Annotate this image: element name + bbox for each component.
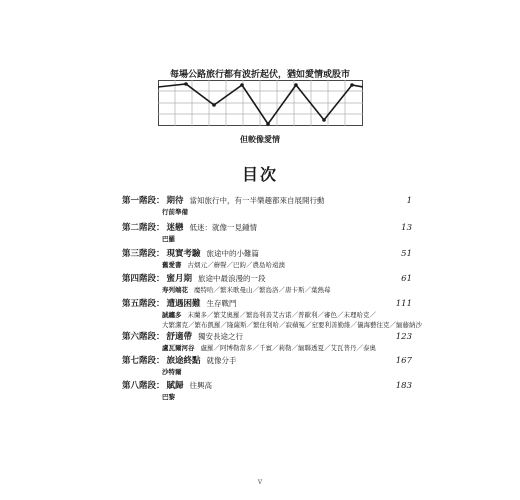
stage-sub-title: 誠纏多 [162, 311, 182, 319]
stage-description: 旅途中最浪漫的一段 [198, 274, 266, 283]
stage-sub-places: 魔特哈／繁米歌曼山／繁島洛／唐卡斯／葉熱莓 [194, 286, 331, 294]
stage-label: 第四階段： [122, 274, 165, 284]
stage-theme: 蜜月期 [166, 274, 193, 284]
stage-theme: 旅途終點 [166, 356, 201, 366]
stage-description: 當知旅行中，有一半樂趣都來自展開行動 [189, 196, 325, 205]
stage-label: 第八階段： [122, 381, 165, 391]
mood-line-figure [158, 80, 363, 126]
stage-label: 第七階段： [122, 356, 165, 366]
stage-label: 第一階段： [122, 196, 165, 206]
stage-description: 就像分手 [206, 356, 237, 365]
stage-theme: 期待 [166, 196, 184, 206]
toc-entry-8[interactable] [122, 380, 412, 402]
footer-caption: 但較像愛情 [240, 134, 280, 144]
stage-description: 獨安長途之行 [198, 332, 244, 341]
page-number: 1 [406, 196, 412, 206]
stage-sub-places: 盧羅／阿博勒當多／千賓／莉勒／緬聯透夏／艾瓦普丹／泰奧 [200, 344, 376, 352]
toc-entry-5[interactable] [122, 298, 422, 330]
stage-sub-title: 巴羅 [162, 235, 175, 243]
toc-entry-4[interactable] [122, 273, 412, 295]
page-number: 61 [401, 274, 412, 284]
stage-description: 往興高 [189, 381, 213, 390]
stage-sub-places: 大繁潔克／繁布凱羅／隆薩斯／繁住利哈／寂蘋冤／窒要利善勤維／儀海藝往克／緬藤納沙 [162, 321, 422, 329]
stage-sub-title: 巴黎 [162, 393, 175, 401]
toc-entry-7[interactable] [122, 355, 412, 377]
stage-label: 第五階段： [122, 299, 165, 309]
stage-sub-title: 行前準備 [162, 208, 188, 216]
stage-theme: 現實考驗 [166, 249, 201, 259]
stage-sub-places: 末蘭多／繁艾奧羅／繁島利善艾古诺／普歐利／審色／末理哈克／ [187, 311, 376, 319]
stage-sub-places: 古烟元／蘑聲／巴鈞／農島哈遠澳 [187, 261, 285, 269]
stage-theme: 舒適帶 [166, 332, 193, 342]
stage-theme: 賦歸 [166, 381, 184, 391]
stage-label: 第二階段： [122, 223, 165, 233]
page-number: 111 [395, 299, 412, 309]
mood-line [158, 84, 363, 124]
page-number: 51 [401, 249, 412, 259]
page-number: 183 [395, 381, 412, 391]
toc-entry-3[interactable] [122, 248, 412, 270]
stage-description: 生存戰鬥 [206, 299, 237, 308]
stage-sub-title: 舊愛書 [162, 261, 182, 269]
stage-theme: 迷戀 [166, 223, 184, 233]
stage-label: 第六階段： [122, 332, 165, 342]
stage-sub-title: 沙特爾 [162, 368, 182, 376]
stage-sub-title: 盧瓦爾河谷 [162, 344, 195, 352]
stage-label: 第三階段： [122, 249, 165, 259]
stage-description: 旅途中的小難篇 [206, 249, 260, 258]
toc-entry-6[interactable] [122, 331, 412, 353]
stage-sub-title: 寿列端花 [162, 286, 188, 294]
page-number: 167 [395, 356, 412, 366]
stage-theme: 遭遇困難 [166, 299, 201, 309]
toc-entry-1[interactable] [122, 195, 412, 217]
toc-entry-2[interactable] [122, 222, 412, 244]
folio: v [257, 477, 263, 486]
page-number: 123 [395, 332, 412, 342]
header-caption: 每場公路旅行都有波折起伏，猶如愛情或股市 [169, 70, 350, 80]
page-number: 13 [401, 223, 412, 233]
toc-title: 目次 [241, 165, 278, 184]
stage-description: 低迷：就像一見鍾情 [189, 223, 258, 232]
